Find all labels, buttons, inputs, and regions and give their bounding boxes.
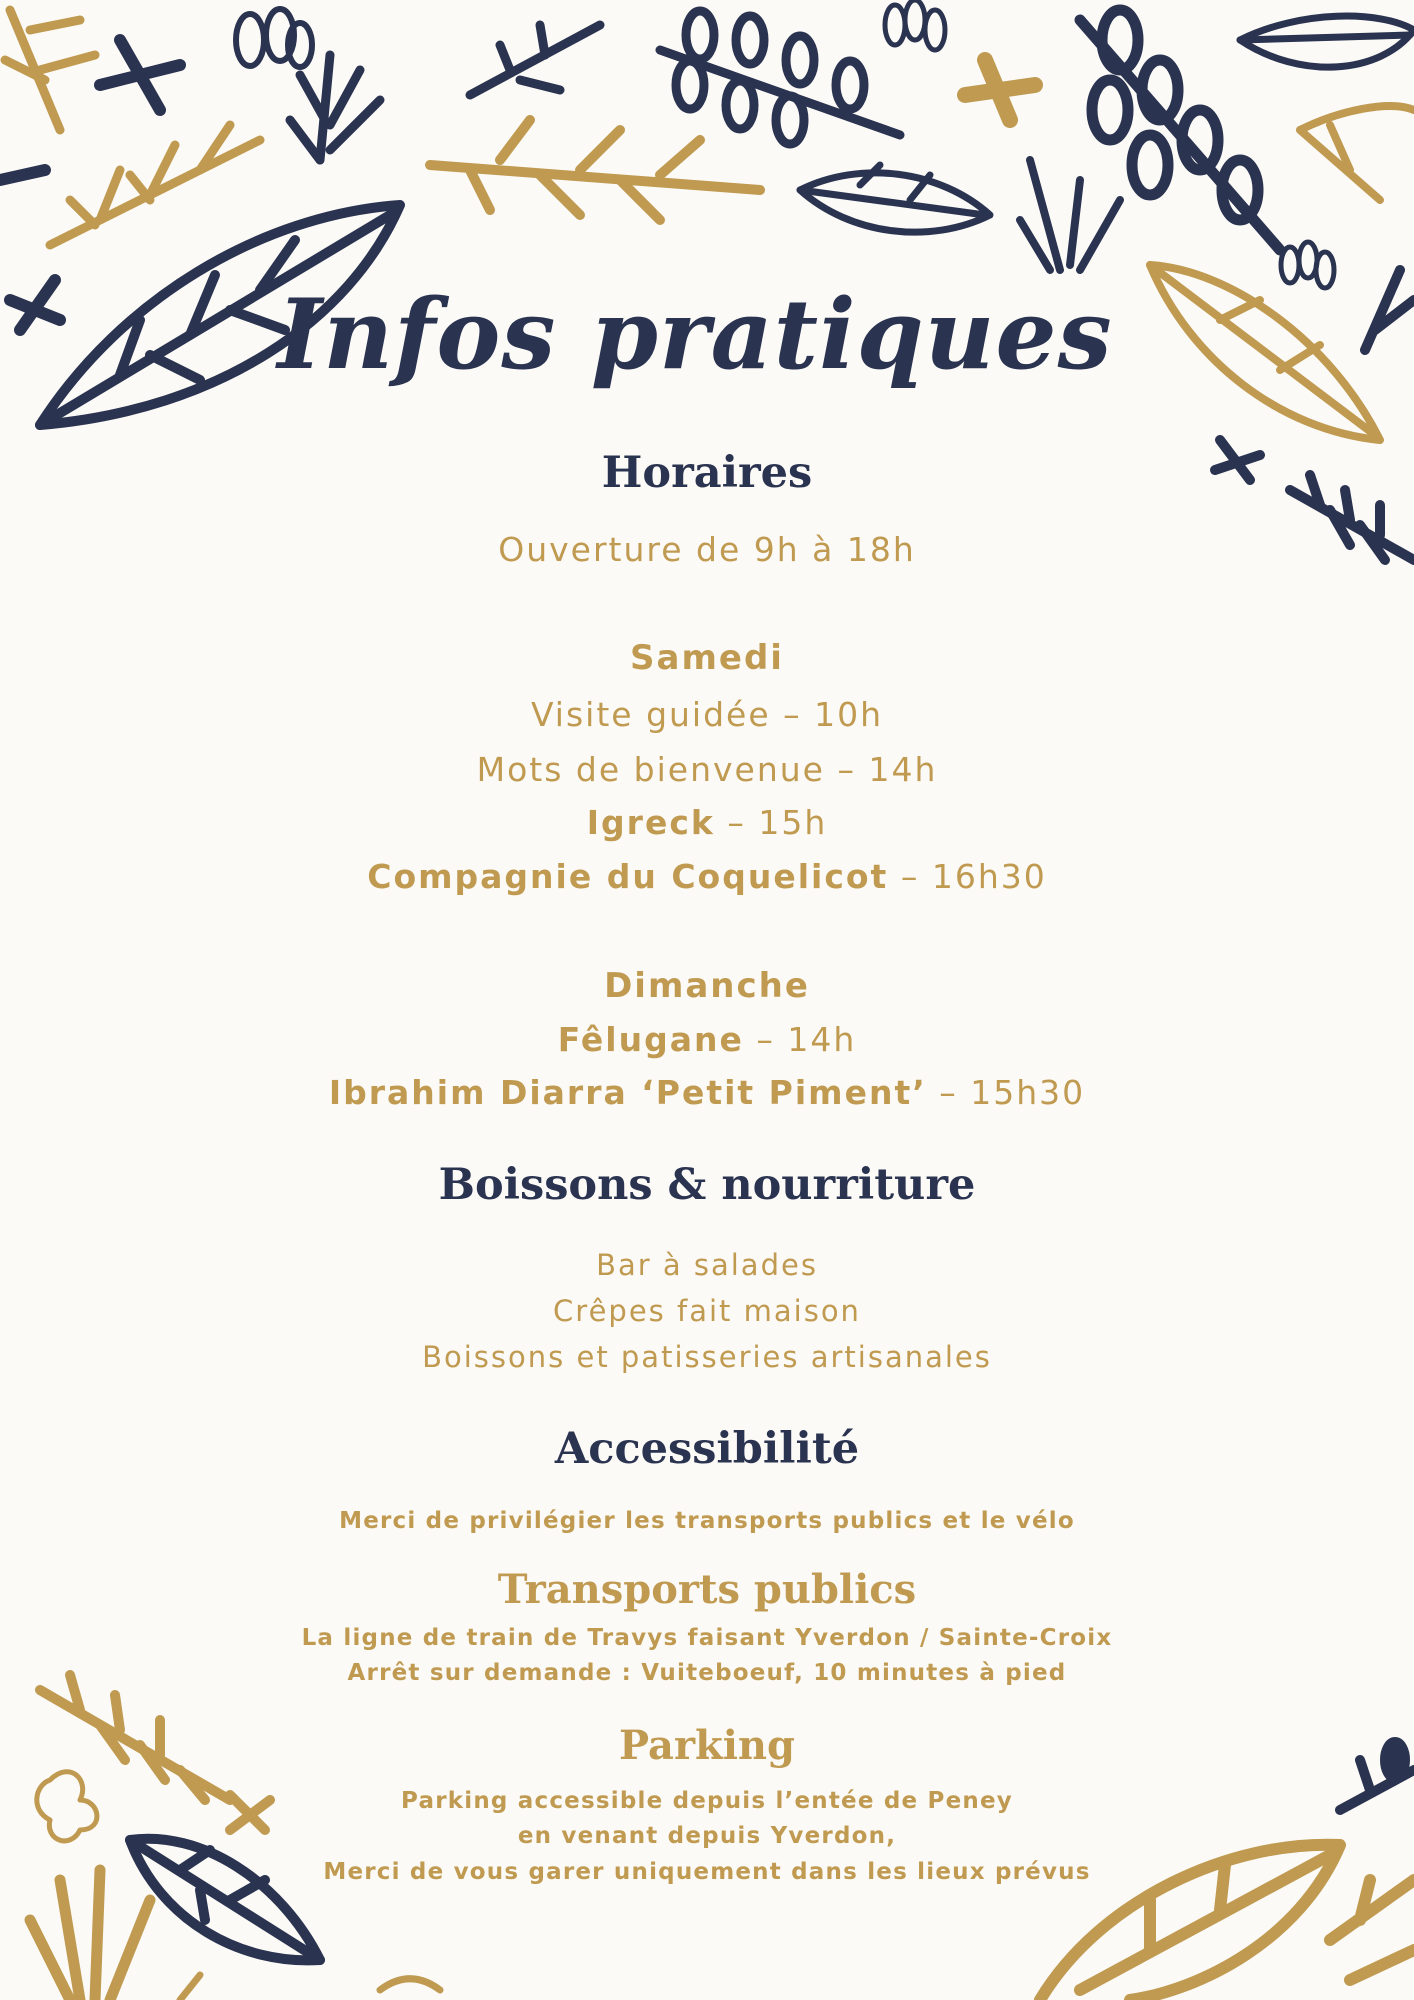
section-heading-horaires: Horaires: [601, 448, 813, 498]
schedule-item: Ibrahim Diarra ‘Petit Piment’ – 15h30: [328, 1073, 1086, 1112]
schedule-item: Visite guidée – 10h: [530, 695, 884, 734]
schedule-item: Igreck – 15h: [586, 803, 828, 842]
transport-line: Arrêt sur demande : Vuiteboeuf, 10 minutes à pied: [347, 1660, 1067, 1686]
opening-hours: Ouverture de 9h à 18h: [498, 530, 916, 569]
schedule-item: Mots de bienvenue – 14h: [476, 750, 938, 789]
food-item: Bar à salades: [596, 1248, 818, 1282]
section-heading-parking: Parking: [619, 1722, 795, 1769]
section-heading-access: Accessibilité: [554, 1424, 860, 1474]
page-title: Infos pratiques: [277, 278, 1113, 391]
schedule-item: Fêlugane – 14h: [557, 1020, 857, 1059]
parking-line: en venant depuis Yverdon,: [517, 1823, 897, 1849]
schedule-item: Compagnie du Coquelicot – 16h30: [367, 857, 1047, 896]
section-heading-food: Boissons & nourriture: [438, 1160, 976, 1210]
access-note: Merci de privilégier les transports publics et le vélo: [339, 1508, 1075, 1534]
food-item: Crêpes fait maison: [553, 1294, 861, 1328]
transport-line: La ligne de train de Travys faisant Yverdon / Sainte-Croix: [301, 1625, 1113, 1651]
parking-line: Merci de vous garer uniquement dans les lieux prévus: [323, 1859, 1091, 1885]
day-heading-samedi: Samedi: [630, 638, 784, 678]
section-heading-transports: Transports publics: [497, 1566, 917, 1613]
day-heading-dimanche: Dimanche: [604, 966, 810, 1006]
food-item: Boissons et patisseries artisanales: [422, 1340, 992, 1374]
parking-line: Parking accessible depuis l’entée de Peney: [401, 1788, 1013, 1814]
